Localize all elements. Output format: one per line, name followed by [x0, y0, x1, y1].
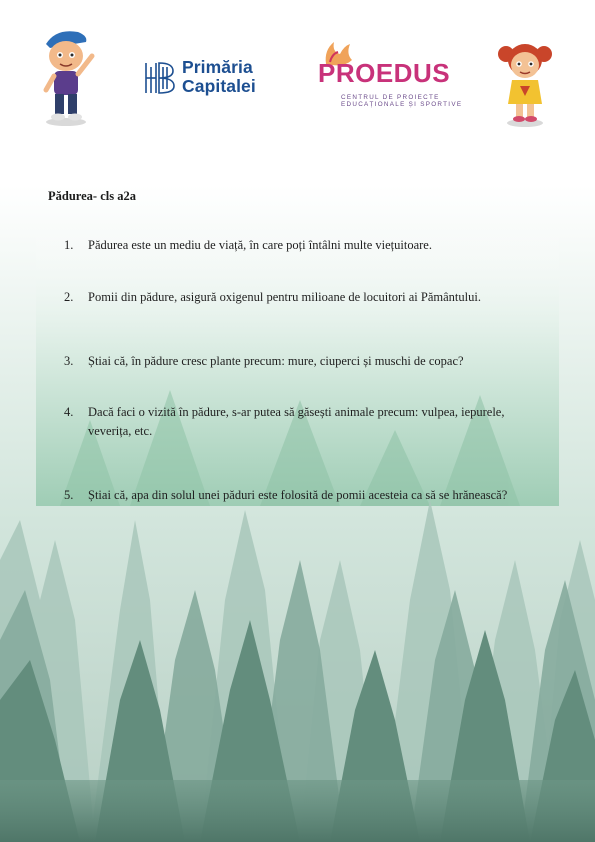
primaria-line1: Primăria	[182, 57, 253, 77]
list-item-number: 5.	[64, 488, 74, 502]
list-item-text: Știai că, în pădure cresc plante precum: mure, ciuperci și muschi de copac?	[88, 354, 464, 368]
list-item-text: Pomii din pădure, asigură oxigenul pentru milioane de locuitori ai Pământului.	[88, 290, 481, 304]
list-item-text: Dacă faci o vizită în pădure, s-ar putea să găsești animale precum: vulpea, iepurele, veverița, etc.	[88, 405, 505, 438]
proedus-wordmark: PROEDUS	[318, 58, 451, 88]
boy-mascot-icon	[36, 26, 98, 128]
list-item-text: Știai că, apa din solul unei păduri este folosită de pomii acesteia ca să se hrănească?	[88, 488, 508, 502]
list-item-number: 2.	[64, 290, 74, 304]
document-title: Pădurea- cls a2a	[48, 189, 136, 203]
primaria-crest-icon	[143, 59, 177, 97]
list-item-number: 1.	[64, 238, 74, 252]
list-item-number: 4.	[64, 405, 74, 419]
proedus-subtitle-line1: CENTRUL DE PROIECTE	[341, 94, 440, 101]
girl-mascot-icon	[496, 38, 554, 128]
proedus-logo	[318, 38, 463, 130]
primaria-capitalei-logo	[143, 57, 273, 101]
list-item-text: Pădurea este un mediu de viață, în care poți întâlni multe viețuitoare.	[88, 238, 432, 252]
proedus-subtitle-line2: EDUCAȚIONALE ȘI SPORTIVE	[341, 101, 463, 109]
primaria-line2: Capitalei	[182, 76, 256, 96]
list-item-number: 3.	[64, 354, 74, 368]
